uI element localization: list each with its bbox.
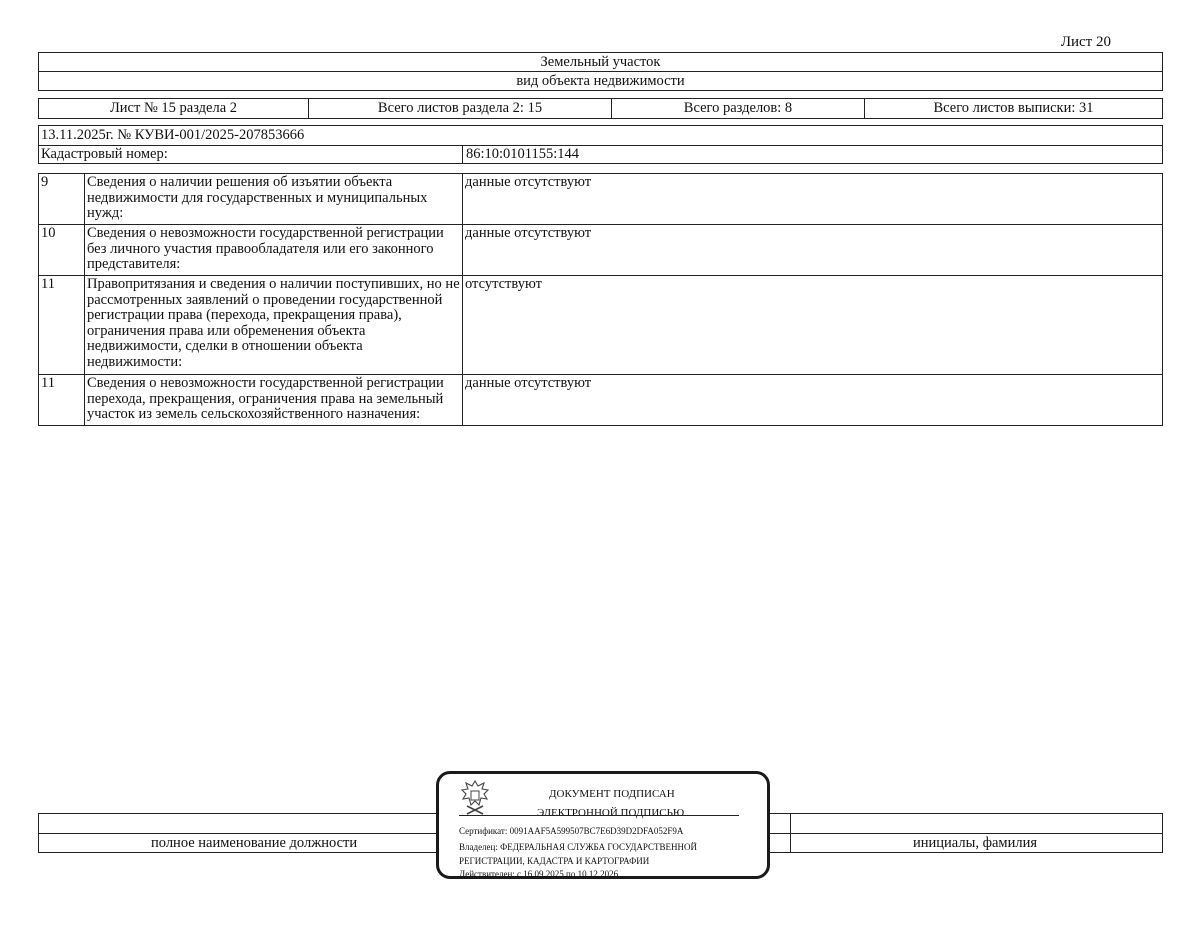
row-number: 11 [39, 375, 85, 426]
row-value: данные отсутствуют [463, 225, 1163, 276]
sheet-of-section: Лист № 15 раздела 2 [39, 99, 309, 118]
name-label: инициалы, фамилия [913, 835, 1038, 851]
object-kind-header [38, 71, 1163, 91]
stamp-line2: ЭЛЕКТРОННОЙ ПОДПИСЬЮ [537, 807, 685, 819]
table-row [39, 174, 1163, 225]
cadastral-row [39, 145, 1162, 164]
object-kind: вид объекта недвижимости [516, 73, 685, 89]
row-number: 9 [39, 174, 85, 225]
total-sheets-extract: Всего листов выписки: 31 [933, 100, 1094, 116]
cadastral-value: 86:10:0101155:144 [462, 145, 579, 164]
row-number: 11 [39, 276, 85, 375]
stamp-certificate: Сертификат: 0091AAF5A599507BC7E6D39D2DFA052F9A [459, 826, 684, 836]
row-description: Правопритязания и сведения о наличии поступивших, но не рассмотренных заявлений о проведении государственной регистрации права (перехода, прекращения права), ограничения права или обременения объекта недвижимости, сделки в отношении объекта недвижимости: [85, 276, 463, 375]
row-value: отсутствуют [463, 276, 1163, 375]
position-label: полное наименование должности [151, 835, 358, 851]
stamp-line1: ДОКУМЕНТ ПОДПИСАН [549, 788, 675, 800]
row-value: данные отсутствуют [463, 174, 1163, 225]
document-meta [38, 125, 1163, 164]
total-sections: Всего разделов: 8 [612, 99, 865, 118]
cadastral-label: Кадастровый номер: [41, 146, 168, 162]
sheet-info-row [38, 98, 1163, 119]
total-sheets-section: Всего листов раздела 2: 15 [309, 99, 612, 118]
electronic-signature-stamp [436, 771, 770, 879]
emblem-icon [457, 778, 493, 816]
object-type: Земельный участок [540, 54, 661, 70]
stamp-owner: Владелец: ФЕДЕРАЛЬНАЯ СЛУЖБА ГОСУДАРСТВЕННОЙ [459, 842, 698, 852]
table-row [39, 375, 1163, 426]
table-row [39, 225, 1163, 276]
row-description: Сведения о невозможности государственной регистрации без личного участия правообладателя или его законного представителя: [85, 225, 463, 276]
table-row [39, 276, 1163, 375]
sheet-number: Лист 20 [1060, 34, 1111, 50]
stamp-validity: Действителен: с 16.09.2025 по 10.12.2026 [459, 869, 619, 879]
row-description: Сведения о наличии решения об изъятии объекта недвижимости для государственных и муниципальных нужд: [85, 174, 463, 225]
row-number: 10 [39, 225, 85, 276]
row-value: данные отсутствуют [463, 375, 1163, 426]
date-number: 13.11.2025г. № КУВИ-001/2025-207853666 [39, 126, 1162, 146]
object-type-header [38, 52, 1163, 72]
stamp-owner-line2: РЕГИСТРАЦИИ, КАДАСТРА И КАРТОГРАФИИ [459, 856, 650, 866]
records-table [38, 173, 1163, 426]
row-description: Сведения о невозможности государственной регистрации перехода, прекращения, ограничения права на земельный участок из земель сельскохозяйственного назначения: [85, 375, 463, 426]
